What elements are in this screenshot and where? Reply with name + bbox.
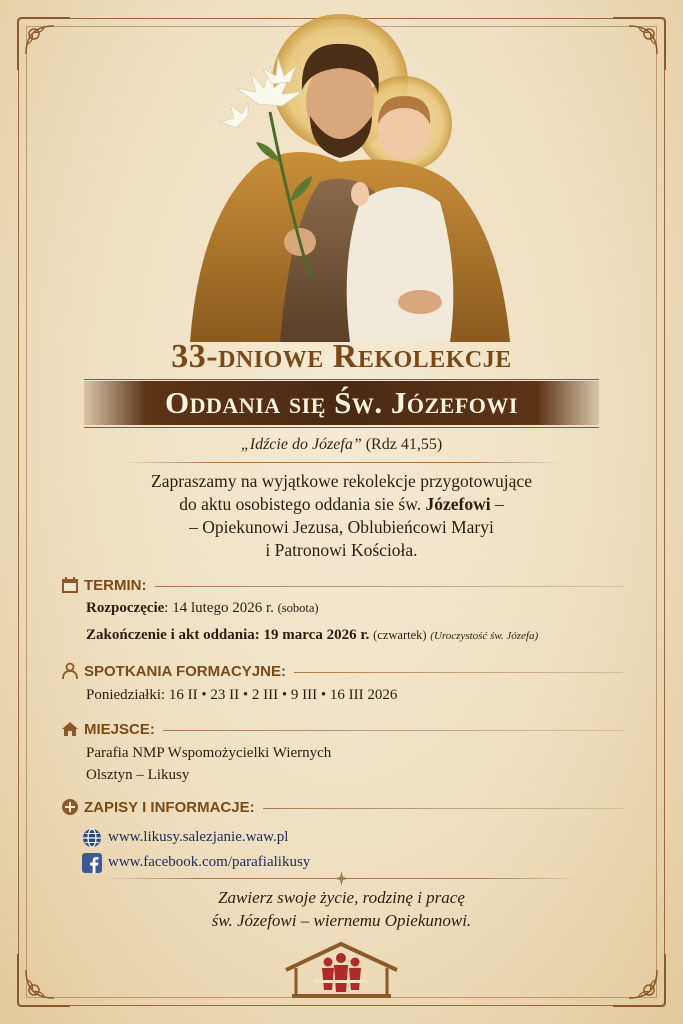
section-title: TERMIN: <box>84 576 147 594</box>
title-banner <box>84 381 599 425</box>
plus-circle-icon <box>60 797 80 817</box>
calendar-icon <box>60 575 80 595</box>
start-date-line <box>86 597 623 619</box>
section-rule <box>294 672 623 673</box>
website-link[interactable] <box>82 825 623 850</box>
intro-text-span: – <box>490 494 504 514</box>
corner-ornament-icon <box>14 950 74 1010</box>
facebook-icon <box>82 853 102 873</box>
section-body <box>60 817 623 875</box>
end-day: (czwartek) <box>373 628 427 642</box>
intro-bold-name: Józefowi <box>425 494 491 514</box>
section-rule <box>163 730 623 731</box>
meeting-dates: Poniedziałki: 16 II • 23 II • 2 III • 9 III • 16 III 2026 <box>86 687 398 703</box>
saint-joseph-illustration <box>150 12 530 342</box>
section-header <box>60 661 623 681</box>
quote-reference: (Rdz 41,55) <box>365 436 443 453</box>
place-line-1: Parafia NMP Wspomożycielki Wiernych <box>86 745 332 761</box>
scripture-quote <box>0 436 683 454</box>
section-body <box>60 739 623 786</box>
intro-line: Zapraszamy na wyjątkowe rekolekcje przygotowujące <box>151 471 532 491</box>
place-line-2: Olsztyn – Likusy <box>86 767 190 783</box>
end-date-line <box>86 624 623 647</box>
ornament-icon <box>334 871 349 886</box>
section-header <box>60 575 623 595</box>
start-label: Rozpoczęcie <box>86 600 165 616</box>
facebook-link[interactable] <box>82 850 623 875</box>
banner-top-rule <box>84 379 599 380</box>
parish-logo-icon <box>284 940 399 1000</box>
corner-ornament-icon <box>609 950 669 1010</box>
section-header <box>60 719 623 739</box>
intro-line: – Opiekunowi Jezusa, Oblubieńcowi Maryi <box>189 517 494 537</box>
intro-line: i Patronowi Kościoła. <box>265 540 418 560</box>
people-icon <box>60 661 80 681</box>
corner-ornament-icon <box>14 14 74 74</box>
section-miejsce <box>60 719 623 786</box>
section-zapisy <box>60 797 623 875</box>
title-line-1: 33-dniowe Rekolekcje <box>171 338 512 375</box>
start-day: (sobota) <box>277 601 319 615</box>
globe-icon <box>82 828 102 848</box>
home-icon <box>60 719 80 739</box>
section-header <box>60 797 623 817</box>
end-note: (Uroczystość św. Józefa) <box>430 630 539 642</box>
title-line-2: Oddania się Św. Józefowi <box>165 385 518 420</box>
quote-text: „Idźcie do Józefa” <box>240 436 362 453</box>
section-rule <box>155 586 624 587</box>
closing-text <box>0 886 683 932</box>
section-body <box>60 595 623 647</box>
section-title: SPOTKANIA FORMACYJNE: <box>84 662 286 680</box>
section-body <box>60 681 623 706</box>
section-termin <box>60 575 623 647</box>
intro-line <box>60 493 623 516</box>
closing-line: Zawierz swoje życie, rodzinę i pracę <box>218 888 465 907</box>
website-url[interactable]: www.likusy.salezjanie.waw.pl <box>108 829 289 845</box>
closing-line: św. Józefowi – wiernemu Opiekunowi. <box>211 911 472 930</box>
section-title: ZAPISY I INFORMACJE: <box>84 798 255 816</box>
section-spotkania <box>60 661 623 706</box>
divider <box>120 462 563 463</box>
banner-bottom-rule <box>84 427 599 428</box>
end-label: Zakończenie i akt oddania: 19 marca 2026 r. <box>86 627 370 643</box>
start-value: : 14 lutego 2026 r. <box>164 600 274 616</box>
corner-ornament-icon <box>609 14 669 74</box>
intro-text <box>60 470 623 562</box>
section-rule <box>263 808 623 809</box>
facebook-url[interactable]: www.facebook.com/parafialikusy <box>108 854 311 870</box>
section-title: MIEJSCE: <box>84 720 155 738</box>
intro-text-span: do aktu osobistego oddania sie św. <box>179 494 426 514</box>
